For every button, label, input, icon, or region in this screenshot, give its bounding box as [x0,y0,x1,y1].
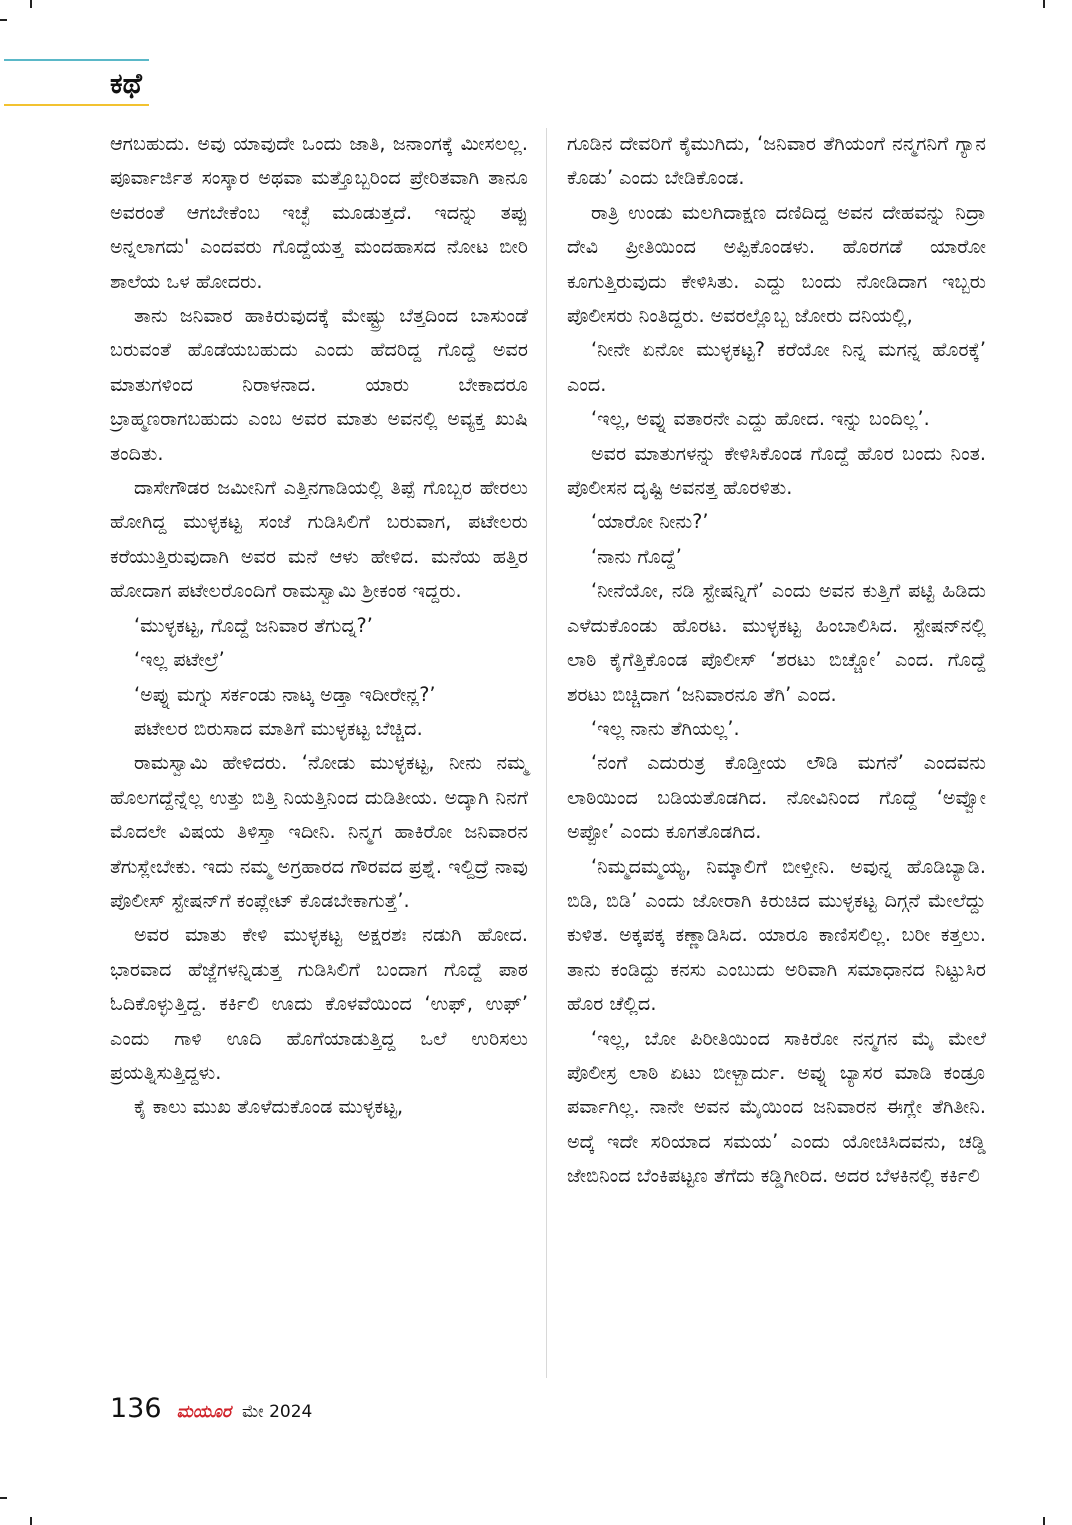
paragraph: ಕೈ ಕಾಲು ಮುಖ ತೊಳೆದುಕೊಂಡ ಮುಳ್ಳಕಟ್ಟ, [134,1095,404,1119]
paragraph: ಅವರ ಮಾತುಗಳನ್ನು ಕೇಳಿಸಿಕೊಂಡ ಗೊದ್ದೆ ಹೊರ ಬಂದು ನಿಂತ. ಪೊಲೀಸನ ದೃಷ್ಟಿ ಅವನತ್ತ ಹೊರಳಿತು. [567,441,986,500]
crop-mark-top-right [1043,0,1045,8]
paragraph: ‘ಇಲ್ಲ ಪಟೇಲ್ರೆ’ [134,648,225,672]
paragraph: ರಾತ್ರಿ ಉಂಡು ಮಲಗಿದಾಕ್ಷಣ ದಣಿದಿದ್ದ ಅವನ ದೇಹವನ್ನು ನಿದ್ರಾ ದೇವಿ ಪ್ರೀತಿಯಿಂದ ಅಪ್ಪಿಕೊಂಡಳು. ಹೊರಗಡೆ ಯಾರೋ ಕೂಗುತ್ತಿರುವುದು ಕೇಳಿಸಿತು. ಎದ್ದು ಬಂದು ನೋಡಿದಾಗ ಇಬ್ಬರು ಪೊಲೀಸರು ನಿಂತಿದ್ದರು. ಅವರಲ್ಲೊಬ್ಬ ಜೋರು ದನಿಯಲ್ಲಿ, [567,200,986,328]
paragraph: ದಾಸೇಗೌಡರ ಜಮೀನಿಗೆ ಎತ್ತಿನಗಾಡಿಯಲ್ಲಿ ತಿಪ್ಪೆ ಗೊಬ್ಬರ ಹೇರಲು ಹೋಗಿದ್ದ ಮುಳ್ಳಕಟ್ಟ ಸಂಜೆ ಗುಡಿಸಿಲಿಗೆ ಬರುವಾಗ, ಪಟೇಲರು ಕರೆಯುತ್ತಿರುವುದಾಗಿ ಅವರ ಮನೆ ಆಳು ಹೇಳಿದ. ಮನೆಯ ಹತ್ತಿರ ಹೋದಾಗ ಪಟೇಲರೊಂದಿಗೆ ರಾಮಸ್ವಾಮಿ ಶ್ರೀಕಂಠ ಇದ್ದರು. [110,476,528,603]
paragraph: ‘ನೀನೆಯೋ, ನಡಿ ಸ್ಟೇಷನ್ನಿಗೆ’ ಎಂದು ಅವನ ಕುತ್ತಿಗೆ ಪಟ್ಟಿ ಹಿಡಿದು ಎಳೆದುಕೊಂಡು ಹೊರಟ. ಮುಳ್ಳಕಟ್ಟ ಹಿಂಬಾಲಿಸಿದ. ಸ್ಟೇಷನ್‌ನಲ್ಲಿ ಲಾಠಿ ಕೈಗೆತ್ತಿಕೊಂಡ ಪೊಲೀಸ್ ‘ಶರಟು ಬಿಚ್ಚೋ’ ಎಂದ. ಗೊದ್ದೆ ಶರಟು ಬಿಚ್ಚಿದಾಗ ‘ಜನಿವಾರನೂ ತೆಗಿ’ ಎಂದ. [567,579,986,706]
paragraph: ‘ನಂಗೆ ಎದುರುತ್ರ ಕೊಡ್ತೀಯ ಲೌಡಿ ಮಗನೆ’ ಎಂದವನು ಲಾಠಿಯಿಂದ ಬಡಿಯತೊಡಗಿದ. ನೋವಿನಿಂದ ಗೊದ್ದೆ ‘ಅವ್ವೋ ಅಪ್ಪೋ’ ಎಂದು ಕೂಗತೊಡಗಿದ. [567,751,986,844]
column-divider [546,128,547,1378]
paragraph: ‘ಯಾರೋ ನೀನು?’ [591,510,709,534]
issue-date: ಮೇ 2024 [241,1402,313,1422]
paragraph: ‘ಇಲ್ಲ, ಅವ್ನು ವತಾರನೇ ಎದ್ದು ಹೋದ. ಇನ್ನು ಬಂದಿಲ್ಲ’. [591,407,930,431]
paragraph: ಪಟೇಲರ ಬಿರುಸಾದ ಮಾತಿಗೆ ಮುಳ್ಳಕಟ್ಟ ಬೆಚ್ಚಿದ. [134,716,423,740]
crop-mark-top-left [0,19,7,21]
page-footer [110,1393,312,1424]
crop-mark-bottom-center [30,1517,32,1525]
paragraph: ‘ಮುಳ್ಳಕಟ್ಟ, ಗೊದ್ದೆ ಜನಿವಾರ ತೆಗುದ್ನ?’ [134,613,373,637]
paragraph: ತಾನು ಜನಿವಾರ ಹಾಕಿರುವುದಕ್ಕೆ ಮೇಷ್ಟ್ರು ಬೆತ್ತದಿಂದ ಬಾಸುಂಡೆ ಬರುವಂತೆ ಹೊಡೆಯಬಹುದು ಎಂದು ಹೆದರಿದ್ದ ಗೊದ್ದೆ ಅವರ ಮಾತುಗಳಿಂದ ನಿರಾಳನಾದ. ಯಾರು ಬೇಕಾದರೂ ಬ್ರಾಹ್ಮಣರಾಗಬಹುದು ಎಂಬ ಅವರ ಮಾತು ಅವನಲ್ಲಿ ಅವ್ಯಕ್ತ ಖುಷಿ ತಂದಿತು. [110,304,528,465]
crop-mark-top-center [30,0,32,8]
paragraph: ಅವರ ಮಾತು ಕೇಳಿ ಮುಳ್ಳಕಟ್ಟ ಅಕ್ಷರಶಃ ನಡುಗಿ ಹೋದ. ಭಾರವಾದ ಹೆಜ್ಜೆಗಳನ್ನಿಡುತ್ತ ಗುಡಿಸಿಲಿಗೆ ಬಂದಾಗ ಗೊದ್ದೆ ಪಾಠ ಓದಿಕೊಳ್ಳುತ್ತಿದ್ದ. ಕರ್ಕಿಲಿ ಊದು ಕೊಳವೆಯಿಂದ ‘ಉಫ್, ಉಫ್’ ಎಂದು ಗಾಳಿ ಊದಿ ಹೊಗೆಯಾಡುತ್ತಿದ್ದ ಒಲೆ ಉರಿಸಲು ಪ್ರಯತ್ನಿಸುತ್ತಿದ್ದಳು. [110,923,528,1084]
crop-mark-bottom-right [1043,1517,1045,1525]
paragraph: ‘ಅಪ್ನು ಮಗ್ನು ಸರ್ಕಂಡು ನಾಟ್ಕ ಅಡ್ತಾ ಇದೀರೇನ್ಲ?’ [134,682,436,706]
header-rule-bottom [4,104,149,106]
paragraph: ‘ಇಲ್ಲ, ಬೋ ಪಿರೀತಿಯಿಂದ ಸಾಕಿರೋ ನನ್ಮಗನ ಮೈ ಮೇಲೆ ಪೊಲೀಸ್ರ ಲಾಠಿ ಏಟು ಬೀಳ್ಬಾರ್ದು. ಅವ್ನು ಬ್ಯಾಸರ ಮಾಡಿ ಕಂಡ್ರೂ ಪರ್ವಾಗಿಲ್ಲ. ನಾನೇ ಅವನ ಮೈಯಿಂದ ಜನಿವಾರನ ಈಗ್ಲೇ ತೆಗಿತೀನಿ. ಅದ್ಕೆ ಇದೇ ಸರಿಯಾದ ಸಮಯ’ ಎಂದು ಯೋಚಿಸಿದವನು, ಚಡ್ಡಿ ಜೇಬಿನಿಂದ ಬೆಂಕಿಪಟ್ಟಣ ತೆಗೆದು ಕಡ್ಡಿಗೀರಿದ. ಅದರ ಬೆಳಕಿನಲ್ಲಿ ಕರ್ಕಿಲಿ [567,1026,986,1188]
section-title: ಕಥೆ [110,67,142,100]
paragraph: ‘ನಾನು ಗೊದ್ದೆ’ [591,544,682,568]
right-column [567,127,986,1194]
paragraph: ‘ನೀನೇ ಏನೋ ಮುಳ್ಳಕಟ್ಟ? ಕರೆಯೋ ನಿನ್ನ ಮಗನ್ನ ಹೊರಕ್ಕೆ’ ಎಂದ. [567,338,986,396]
header-rule-top [4,59,149,61]
paragraph: ‘ಇಲ್ಲ ನಾನು ತೆಗಿಯಲ್ಲ’. [591,716,740,740]
paragraph: ರಾಮಸ್ವಾಮಿ ಹೇಳಿದರು. ‘ನೋಡು ಮುಳ್ಳಕಟ್ಟ, ನೀನು ನಮ್ಮ ಹೊಲಗದ್ದೆನ್ನೆಲ್ಲ ಉತ್ತು ಬಿತ್ತಿ ನಿಯತ್ತಿನಿಂದ ದುಡಿತೀಯ. ಅದ್ಕಾಗಿ ನಿನಗೆ ಮೊದಲೇ ವಿಷಯ ತಿಳಿಸ್ತಾ ಇದೀನಿ. ನಿನ್ಮಗ ಹಾಕಿರೋ ಜನಿವಾರನ ತೆಗುಸ್ಲೇಬೇಕು. ಇದು ನಮ್ಮ ಅಗ್ರಹಾರದ ಗೌರವದ ಪ್ರಶ್ನೆ. ಇಲ್ದಿದ್ರೆ ನಾವು ಪೊಲೀಸ್ ಸ್ಟೇಷನ್‌ಗೆ ಕಂಪ್ಲೇಟ್ ಕೊಡಬೇಕಾಗುತ್ತೆ’. [110,751,528,912]
paragraph: ಗೂಡಿನ ದೇವರಿಗೆ ಕೈಮುಗಿದು, ‘ಜನಿವಾರ ತೆಗಿಯಂಗೆ ನನ್ಮಗನಿಗೆ ಗ್ಯಾನ ಕೊಡು’ ಎಂದು ಬೇಡಿಕೊಂಡ. [567,132,986,190]
crop-mark-bottom-left [0,1497,7,1499]
paragraph: ಆಗಬಹುದು. ಅವು ಯಾವುದೇ ಒಂದು ಜಾತಿ, ಜನಾಂಗಕ್ಕೆ ಮೀಸಲಲ್ಲ. ಪೂರ್ವಾರ್ಜಿತ ಸಂಸ್ಕಾರ ಅಥವಾ ಮತ್ತೊಬ್ಬರಿಂದ ಪ್ರೇರಿತವಾಗಿ ತಾನೂ ಅವರಂತೆ ಆಗಬೇಕೆಂಬ ಇಚ್ಛೆ ಮೂಡುತ್ತದೆ. ಇದನ್ನು ತಪ್ಪು ಅನ್ನಲಾಗದು' ಎಂದವರು ಗೊದ್ದೆಯತ್ತ ಮಂದಹಾಸದ ನೋಟ ಬೀರಿ ಶಾಲೆಯ ಒಳ ಹೋದರು. [110,132,528,293]
magazine-logo: ಮಯೂರ [176,1402,231,1422]
left-column [110,127,528,1125]
page-number: 136 [110,1393,162,1424]
paragraph: ‘ನಿಮ್ಮದಮ್ಮಯ್ಯ, ನಿಮ್ಕಾಲಿಗೆ ಬೀಳ್ತೀನಿ. ಅವುನ್ನ ಹೊಡಿಬ್ಯಾಡಿ. ಬಿಡಿ, ಬಿಡಿ’ ಎಂದು ಜೋರಾಗಿ ಕಿರುಚಿದ ಮುಳ್ಳಕಟ್ಟ ದಿಗ್ಗನೆ ಮೇಲೆದ್ದು ಕುಳಿತ. ಅಕ್ಕಪಕ್ಕ ಕಣ್ಣಾಡಿಸಿದ. ಯಾರೂ ಕಾಣಿಸಲಿಲ್ಲ. ಬರೀ ಕತ್ತಲು. ತಾನು ಕಂಡಿದ್ದು ಕನಸು ಎಂಬುದು ಅರಿವಾಗಿ ಸಮಾಧಾನದ ನಿಟ್ಟುಸಿರ ಹೊರ ಚೆಲ್ಲಿದ. [567,854,986,1016]
